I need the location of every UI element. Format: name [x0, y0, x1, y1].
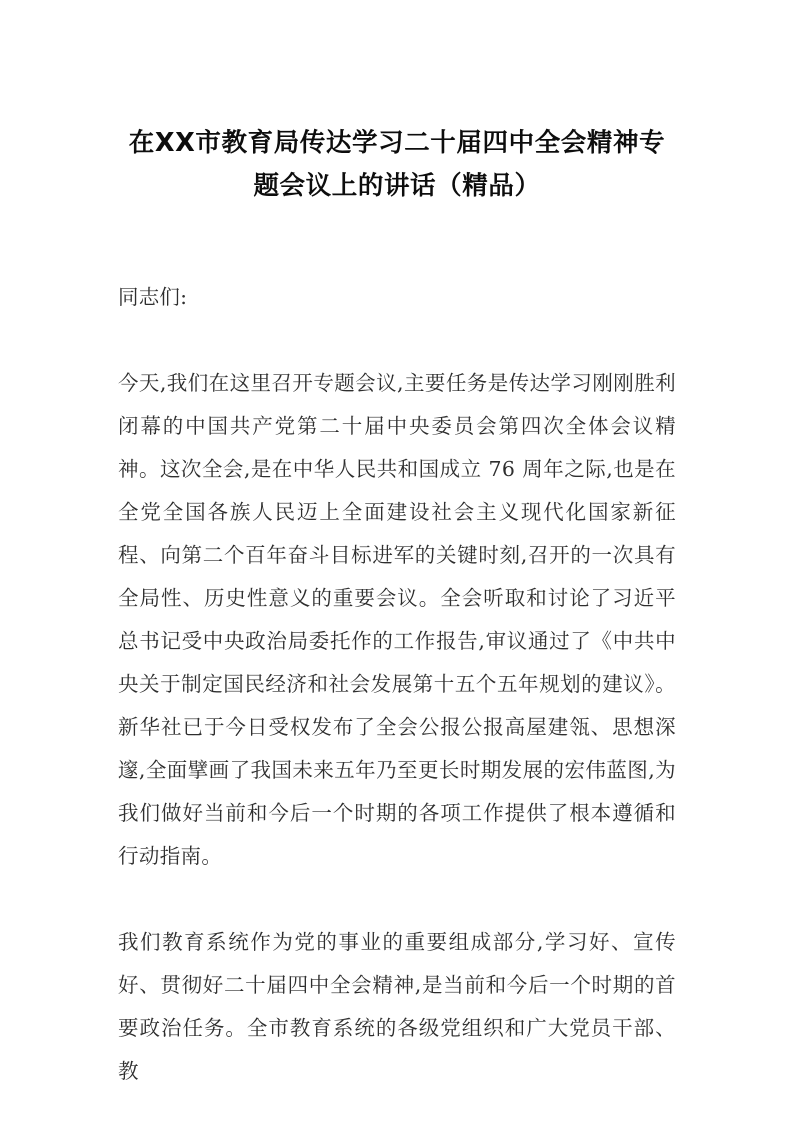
- page-title: 在XX市教育局传达学习二十届四中全会精神专题会议上的讲话（精品）: [128, 128, 666, 201]
- salutation: 同志们:: [118, 285, 188, 309]
- body-paragraph-2: 我们教育系统作为党的事业的重要组成部分,学习好、宣传好、贯彻好二十届四中全会精神,是当前和今后一个时期的首要政治任务。全市教育系统的各级党组织和广大党员干部、教: [118, 930, 676, 1083]
- document-content: [118, 0, 676, 1093]
- body-paragraph-1: 今天,我们在这里召开专题会议,主要任务是传达学习刚刚胜利闭幕的中国共产党第二十届中央委员会第四次全体会议精神。这次全会,是在中华人民共和国成立 76 周年之际,也是在全党全国各族人民迈上全面建设社会主义现代化国家新征程、向第二个百年奋斗目标进军的关键时刻,召开的一次具有全局性、历史性意义的重要会议。全会听取和讨论了习近平总书记受中央政治局委托作的工作报告,审议通过了《中共中央关于制定国民经济和社会发展第十五个五年规划的建议》。新华社已于今日受权发布了全会公报公报高屋建瓴、思想深邃,全面擘画了我国未来五年乃至更长时期发展的宏伟蓝图,为我们做好当前和今后一个时期的各项工作提供了根本遵循和行动指南。: [118, 371, 676, 868]
- document-body: [118, 276, 676, 1093]
